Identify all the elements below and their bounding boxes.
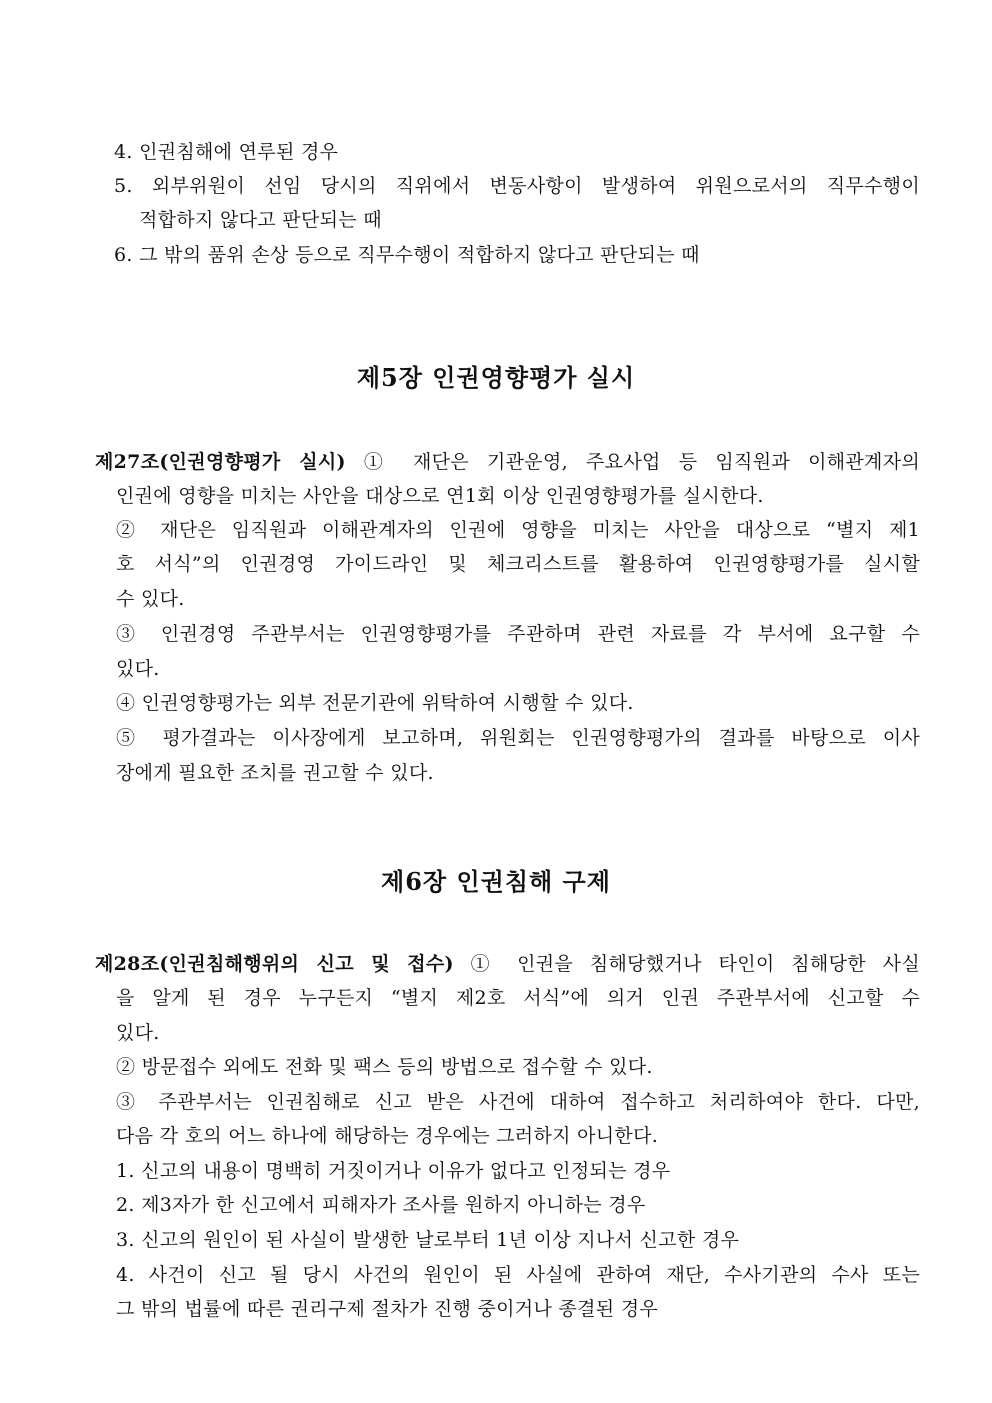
article-line: ③ 인권경영 주관부서는 인권영향평가를 주관하며 관련 자료를 각 부서에 요구할 수 [116, 623, 920, 645]
article-heading: 제28조(인권침해행위의 신고 및 접수) [95, 953, 454, 975]
article-line: ③ 주관부서는 인권침해로 신고 받은 사건에 대하여 접수하고 처리하여야 한다. 다만, [116, 1091, 920, 1113]
article-line: 호 서식”의 인권경영 가이드라인 및 체크리스트를 활용하여 인권영향평가를 실시할 [116, 553, 920, 575]
list-item-continuation: 그 밖의 법률에 따른 권리구제 절차가 진행 중이거나 종결된 경우 [116, 1298, 659, 1320]
list-item: 1. 신고의 내용이 명백히 거짓이거나 이유가 없다고 인정되는 경우 [116, 1160, 671, 1182]
article-heading: 제27조(인권영향평가 실시) [95, 451, 346, 473]
article-line: 있다. [116, 658, 160, 680]
list-item: 2. 제3자가 한 신고에서 피해자가 조사를 원하지 아니하는 경우 [116, 1194, 646, 1216]
list-item: 5. 외부위원이 선임 당시의 직위에서 변동사항이 발생하여 위원으로서의 직무수행이 [114, 175, 920, 197]
list-item-continuation: 적합하지 않다고 판단되는 때 [139, 209, 382, 231]
article-line: 장에게 필요한 조치를 권고할 수 있다. [116, 762, 434, 784]
list-item: 3. 신고의 원인이 된 사실이 발생한 날로부터 1년 이상 지나서 신고한 경우 [116, 1229, 740, 1251]
article-line: 인권에 영향을 미치는 사안을 대상으로 연1회 이상 인권영향평가를 실시한다. [116, 485, 764, 507]
article-first-line [95, 449, 920, 475]
chapter-title: 제5장 인권영향평가 실시 [356, 363, 636, 392]
article-text: ① 재단은 기관운영, 주요사업 등 임직원과 이해관계자의 [345, 451, 921, 473]
article-line: 다음 각 호의 어느 하나에 해당하는 경우에는 그러하지 아니한다. [116, 1125, 659, 1147]
article-line: 을 알게 된 경우 누구든지 “별지 제2호 서식”에 의거 인권 주관부서에 신고할 수 [116, 987, 920, 1009]
list-item: 4. 인권침해에 연루된 경우 [114, 141, 339, 163]
article-first-line [95, 951, 920, 977]
article-line: 있다. [116, 1022, 160, 1044]
article-line: 수 있다. [116, 588, 185, 610]
article-line: ④ 인권영향평가는 외부 전문기관에 위탁하여 시행할 수 있다. [116, 692, 634, 714]
list-item: 4. 사건이 신고 될 당시 사건의 원인이 된 사실에 관하여 재단, 수사기관의 수사 또는 [116, 1264, 920, 1286]
chapter-title: 제6장 인권침해 구제 [381, 867, 611, 896]
article-line: ⑤ 평가결과는 이사장에게 보고하며, 위원회는 인권영향평가의 결과를 바탕으로 이사 [116, 727, 920, 749]
list-item: 6. 그 밖의 품위 손상 등으로 직무수행이 적합하지 않다고 판단되는 때 [114, 244, 700, 266]
article-line: ② 방문접수 외에도 전화 및 팩스 등의 방법으로 접수할 수 있다. [116, 1056, 653, 1078]
article-line: ② 재단은 임직원과 이해관계자의 인권에 영향을 미치는 사안을 대상으로 “별지 제1 [116, 519, 920, 541]
article-text: ① 인권을 침해당했거나 타인이 침해당한 사실 [453, 953, 920, 975]
